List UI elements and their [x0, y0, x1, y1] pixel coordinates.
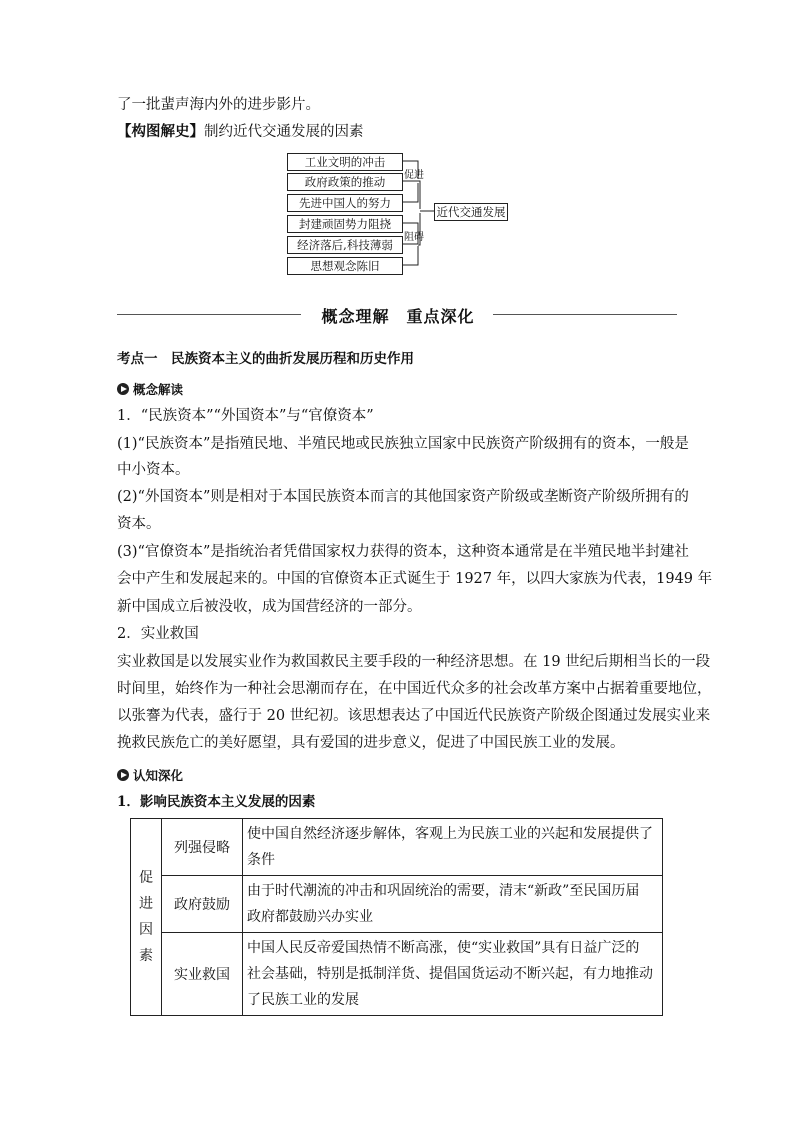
- diagram-heading-text: 制约近代交通发展的因素: [204, 124, 364, 140]
- concept-line: 新中国成立后被没收，成为国营经济的一部分。: [117, 599, 422, 615]
- section-divider-right: [493, 314, 677, 315]
- section-divider-left: [117, 314, 301, 315]
- concept-line: 2．实业救国: [117, 626, 199, 642]
- diagram-result: 近代交通发展: [434, 203, 508, 221]
- concept-line: 资本。: [117, 516, 161, 532]
- desc-line: 社会基础，特别是抵制洋货、提倡国货运动不断兴起，有力地推动: [247, 966, 653, 982]
- concept-line: (1)“民族资本”是指殖民地、半殖民地或民族独立国家中民族资产阶级拥有的资本，一般是: [117, 436, 689, 452]
- desc-line: 中国人民反帝爱国热情不断高涨，使“实业救国”具有日益广泛的: [247, 940, 640, 956]
- category-cell: [131, 819, 162, 1016]
- table-row: [131, 876, 663, 933]
- diagram-connectors: [0, 0, 794, 300]
- play-bullet-icon: [117, 383, 129, 395]
- concept-heading: 概念解读: [133, 382, 184, 397]
- deepen-heading: 认知深化: [133, 768, 184, 783]
- factors-title: 1．影响民族资本主义发展的因素: [117, 794, 316, 810]
- factor-desc: [243, 819, 663, 876]
- promote-label: 促进: [404, 170, 424, 181]
- hinder-label: 阻碍: [404, 232, 424, 243]
- factor-desc: [243, 876, 663, 933]
- factor-name: 列强侵略: [162, 819, 243, 876]
- topic-heading: 考点一 民族资本主义的曲折发展历程和历史作用: [117, 351, 414, 367]
- factor-name: 政府鼓励: [162, 876, 243, 933]
- concept-line: 会中产生和发展起来的。中国的官僚资本正式诞生于 1927 年，以四大家族为代表，1949 年: [117, 571, 713, 587]
- concept-line: 时间里，始终作为一种社会思潮而存在，在中国近代众多的社会改革方案中占据着重要地位，: [117, 681, 712, 697]
- concept-line: 以张謇为代表，盛行于 20 世纪初。该思想表达了中国近代民族资产阶级企图通过发展实业来: [117, 708, 711, 724]
- concept-line: (3)“官僚资本”是指统治者凭借国家权力获得的资本，这种资本通常是在半殖民地半封建社: [117, 544, 689, 560]
- factor-desc: [243, 933, 663, 1016]
- top-line: 了一批蜚声海内外的进步影片。: [117, 97, 320, 113]
- diagram-heading-tag: 【构图解史】: [117, 123, 204, 140]
- desc-line: 了民族工业的发展: [247, 992, 359, 1008]
- concept-line: 实业救国是以发展实业作为救国救民主要手段的一种经济思想。在 19 世纪后期相当长的一段: [117, 654, 711, 670]
- promote-item: 先进中国人的努力: [287, 194, 403, 212]
- concept-line: (2)“外国资本”则是相对于本国民族资本而言的其他国家资产阶级或垄断资产阶级所拥有的: [117, 489, 689, 505]
- factor-name: 实业救国: [162, 933, 243, 1016]
- desc-line: 政府都鼓励兴办实业: [247, 909, 373, 925]
- concept-line: 1．“民族资本”“外国资本”与“官僚资本”: [117, 408, 374, 424]
- play-bullet-icon: [117, 769, 129, 781]
- deepen-subhead: [117, 766, 183, 784]
- hinder-item: 思想观念陈旧: [287, 257, 403, 275]
- promote-item: 政府政策的推动: [287, 173, 403, 191]
- section-title: 概念理解 重点深化: [321, 307, 475, 326]
- desc-line: 使中国自然经济逐步解体，客观上为民族工业的兴起和发展提供了: [247, 826, 653, 842]
- concept-subhead: [117, 380, 183, 398]
- hinder-item: 经济落后,科技薄弱: [287, 236, 403, 254]
- concept-line: 中小资本。: [117, 462, 190, 478]
- table-row: [131, 819, 663, 876]
- desc-line: 条件: [247, 852, 275, 868]
- category-label: 促进因素: [139, 870, 153, 964]
- promote-item: 工业文明的冲击: [287, 153, 403, 171]
- desc-line: 由于时代潮流的冲击和巩固统治的需要，清末“新政”至民国历届: [247, 883, 640, 899]
- factors-table: [130, 818, 663, 1016]
- concept-line: 挽救民族危亡的美好愿望，具有爱国的进步意义，促进了中国民族工业的发展。: [117, 735, 625, 751]
- table-row: [131, 933, 663, 1016]
- hinder-item: 封建顽固势力阻挠: [287, 215, 403, 233]
